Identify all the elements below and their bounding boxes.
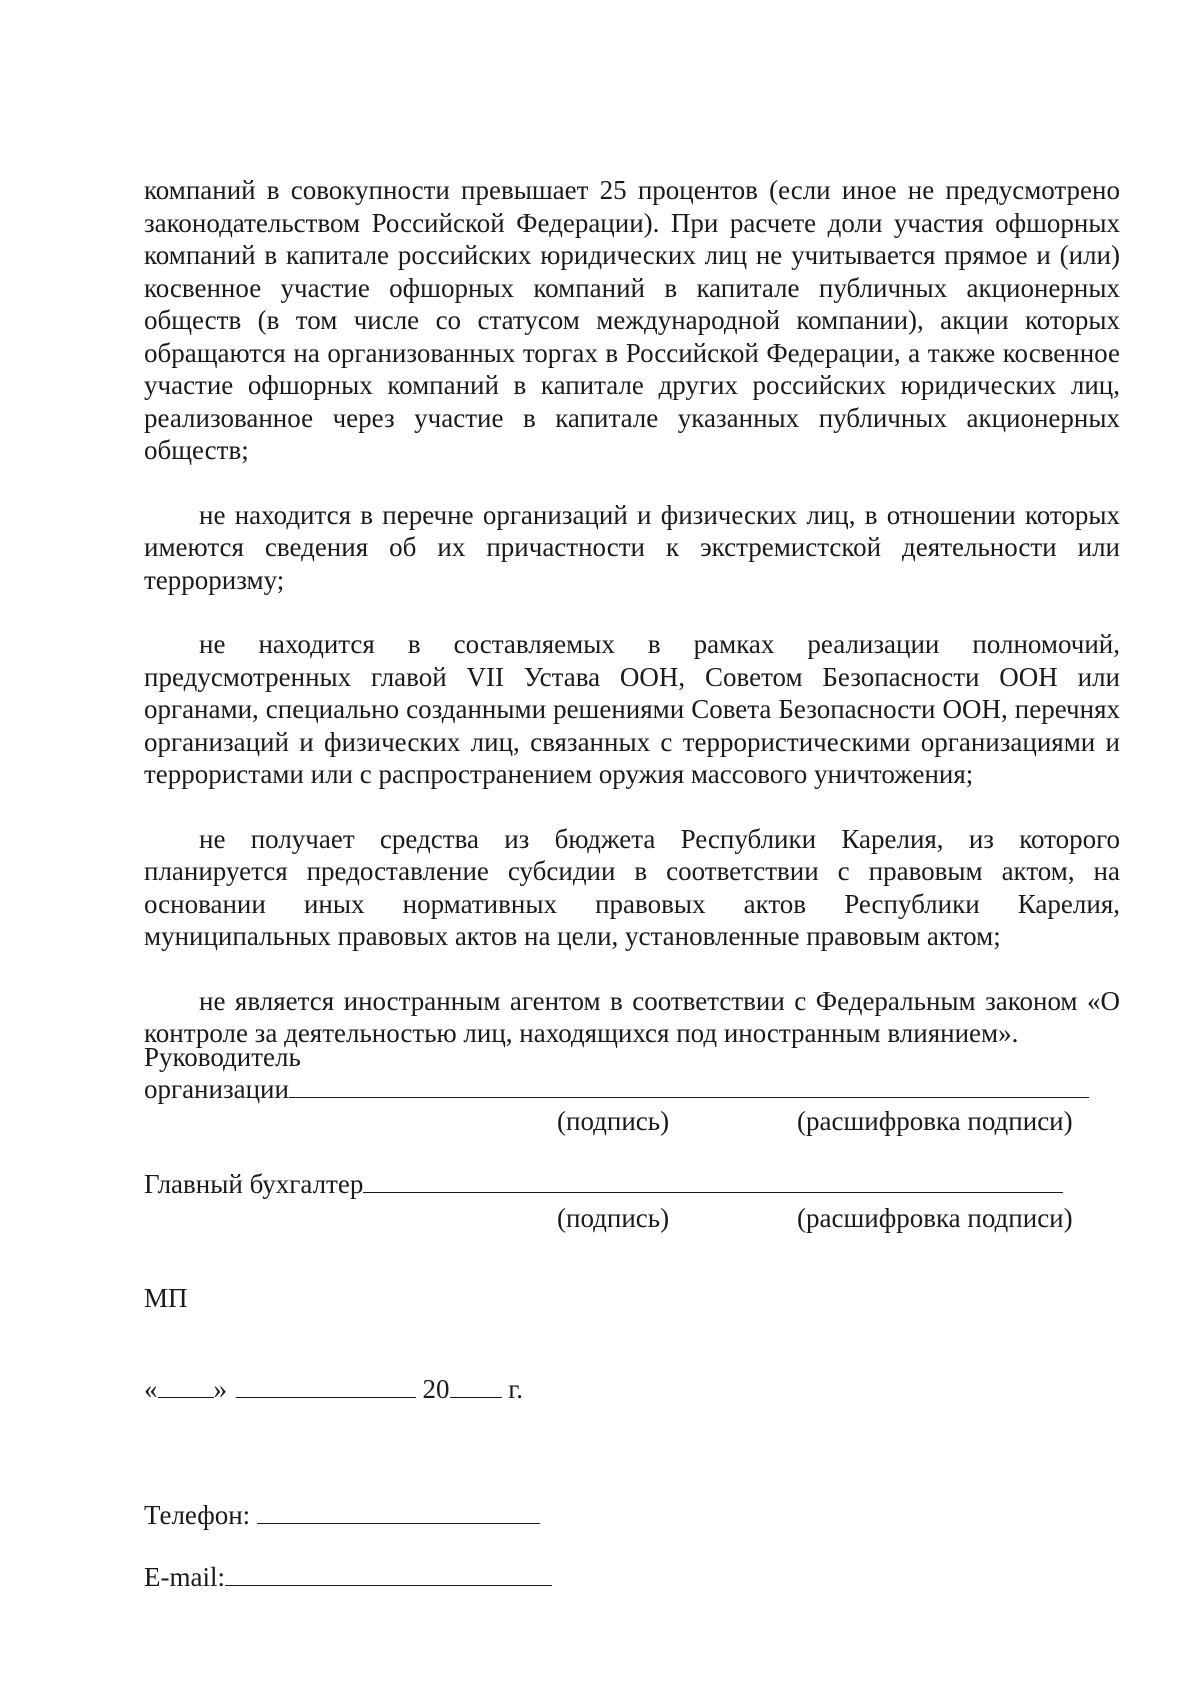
paragraph-foreign-agent: не является иностранным агентом в соответствии с Федеральным законом «О контроле за деятельностью лиц, находящихся под иностранным влиянием». (144, 985, 1120, 1048)
date-year-prefix: 20 (422, 1374, 450, 1404)
accountant-signature-line[interactable] (363, 1170, 1063, 1193)
phone-input-line[interactable] (257, 1501, 540, 1524)
date-row (144, 1373, 523, 1405)
paragraph-extremism-list: не находится в перечне организаций и физических лиц, в отношении которых имеются сведения об их причастности к экстремистской деятельности или терроризму; (144, 499, 1120, 595)
director-label-line2: организации (144, 1074, 289, 1104)
accountant-label: Главный бухгалтер (144, 1169, 364, 1199)
paragraph-budget-funds: не получает средства из бюджета Республики Карелия, из которого планируется предоставление субсидии в соответствии с правовым актом, на основании иных нормативных правовых актов Республики Карелия, муниципальных правовых актов на цели, установленные правовым актом; (144, 823, 1120, 951)
phone-row (144, 1499, 540, 1531)
director-signature-caption: (подпись) (557, 1106, 670, 1136)
accountant-decoding-caption: (расшифровка подписи) (797, 1203, 1073, 1233)
paragraph-offshore-participation: компаний в совокупности превышает 25 процентов (если иное не предусмотрено законодательством Российской Федерации). При расчете доли участия офшорных компаний в капитале российских юридических лиц не учитывается прямое и (или) косвенное участие офшорных компаний в капитале публичных акционерных обществ (в том числе со статусом международной компании), акции которых обращаются на организованных торгах в Российской Федерации, а также косвенное участие офшорных компаний в капитале других российских юридических лиц, реализованное через участие в капитале указанных публичных акционерных обществ; (144, 175, 1120, 465)
email-row (144, 1561, 552, 1593)
accountant-signature-caption: (подпись) (557, 1203, 670, 1233)
date-day-line[interactable] (158, 1375, 214, 1398)
phone-label: Телефон: (144, 1500, 251, 1530)
email-label: E-mail: (144, 1562, 225, 1592)
email-input-line[interactable] (225, 1563, 552, 1586)
date-open-quote: « (144, 1374, 158, 1404)
paragraph-un-sanctions-list: не находится в составляемых в рамках реализации полномочий, предусмотренных главой VII Устава ООН, Советом Безопасности ООН или органами, специально созданными решениями Совета Безопасности ООН, перечнях организаций и физических лиц, связанных с террористическими организациями и террористами или с распространением оружия массового уничтожения; (144, 629, 1120, 789)
date-year-suffix: г. (508, 1374, 524, 1404)
seal-label: МП (144, 1283, 188, 1313)
date-year-line[interactable] (450, 1375, 502, 1398)
date-close-quote: » (213, 1374, 227, 1404)
director-signature-line[interactable] (289, 1075, 1089, 1098)
accountant-signature-row (144, 1168, 1063, 1200)
date-month-line[interactable] (236, 1375, 416, 1398)
director-decoding-caption: (расшифровка подписи) (797, 1106, 1073, 1136)
document-body (144, 174, 1120, 1050)
director-label-line1: Руководитель (144, 1042, 301, 1072)
director-signature-row (144, 1073, 1089, 1105)
